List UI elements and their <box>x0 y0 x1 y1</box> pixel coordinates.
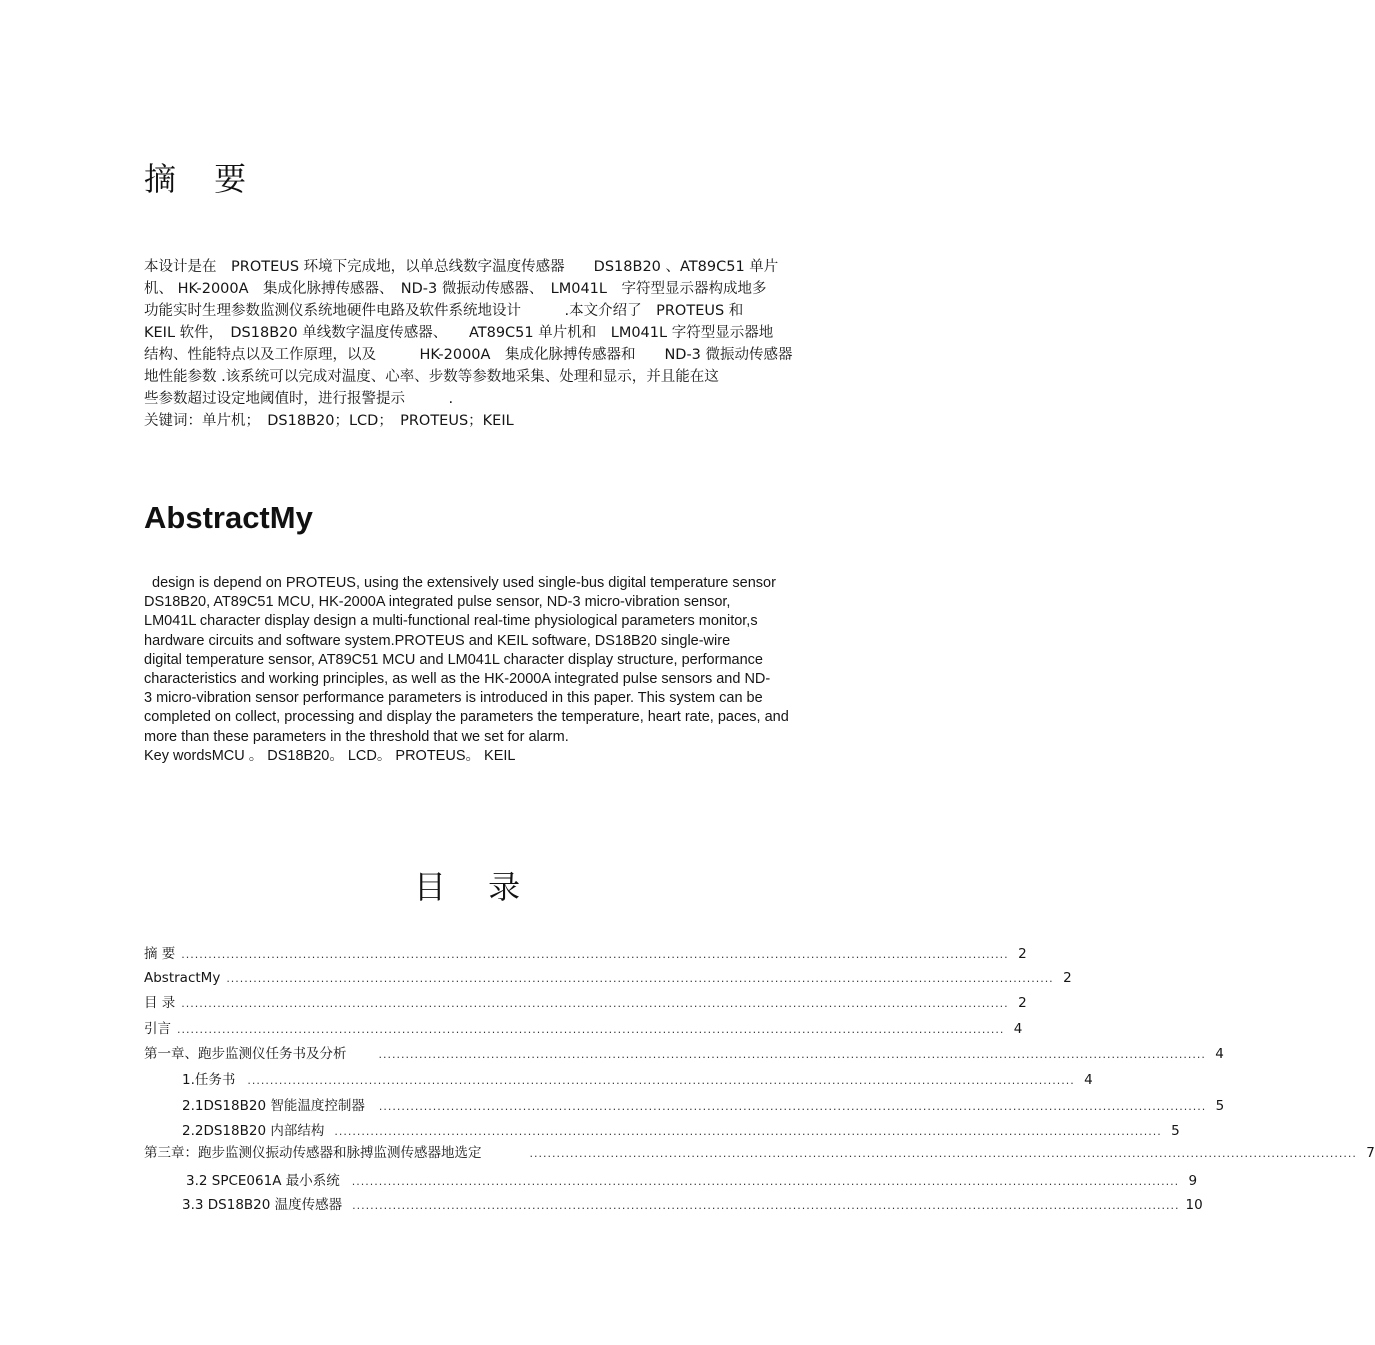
abstract-cn-title: 摘 要 <box>144 160 261 198</box>
abstract-cn-line: 机、 HK-2000A 集成化脉搏传感器、 ND-3 微振动传感器、 LM041L 字符型显示器构成地多 <box>144 281 767 297</box>
abstract-cn-keywords: 关键词：单片机； DS18B20；LCD； PROTEUS；KEIL <box>144 413 514 429</box>
abstract-en-title: AbstractMy <box>144 500 313 535</box>
toc-entry-page: 5 <box>1171 1123 1180 1139</box>
toc-leader: ........................................................................................................................................................................................ <box>378 1100 1207 1113</box>
abstract-cn-line: 些参数超过设定地阈值时，进行报警提示 . <box>144 391 454 407</box>
toc-entry-page: 4 <box>1013 1021 1023 1037</box>
toc-leader: ........................................................................................................................................................................................ <box>529 1147 1357 1160</box>
toc-entry[interactable] <box>144 991 1027 1011</box>
toc-entry-label: 目 录 <box>144 995 176 1011</box>
toc-entry-page: 9 <box>1188 1173 1198 1189</box>
toc-entry[interactable] <box>144 1042 1224 1062</box>
toc-entry[interactable] <box>144 970 1072 990</box>
toc-entry[interactable] <box>144 1119 1180 1139</box>
toc-leader: ........................................................................................................................................................................................ <box>181 948 1009 961</box>
abstract-cn-body <box>144 256 814 432</box>
abstract-en-line: completed on collect, processing and display the parameters the temperature, heart rate, paces, and <box>144 709 789 726</box>
toc-title: 目 录 <box>413 868 537 906</box>
toc-leader: ........................................................................................................................................................................................ <box>247 1074 1075 1087</box>
toc-entry-label: 3.3 DS18B20 温度传感器 <box>182 1197 343 1213</box>
toc-leader: ........................................................................................................................................................................................ <box>378 1048 1206 1061</box>
toc-entry-label: 摘 要 <box>144 946 176 962</box>
toc-entry-page: 5 <box>1215 1098 1225 1114</box>
abstract-en-line: more than these parameters in the threshold that we set for alarm. <box>144 728 569 745</box>
abstract-en-line: digital temperature sensor, AT89C51 MCU and LM041L character display structure, performance <box>144 651 763 668</box>
toc-leader: ........................................................................................................................................................................................ <box>334 1125 1162 1138</box>
toc-entry-label: 2.1DS18B20 智能温度控制器 <box>182 1098 365 1114</box>
toc-entry-page: 4 <box>1084 1072 1093 1088</box>
toc-entry[interactable] <box>144 1094 1225 1114</box>
toc-leader: ........................................................................................................................................................................................ <box>352 1199 1180 1212</box>
toc-entry[interactable] <box>144 942 1027 962</box>
toc-entry[interactable] <box>144 1193 1203 1213</box>
toc-entry-label: AbstractMy <box>144 970 221 986</box>
toc-leader: ........................................................................................................................................................................................ <box>226 972 1054 985</box>
toc-entry-page: 2 <box>1063 970 1072 986</box>
toc-entry[interactable] <box>144 1141 1375 1161</box>
abstract-en-keywords: Key wordsMCU 。 DS18B20。 LCD。 PROTEUS。 KEIL <box>144 747 516 764</box>
toc-entry-label: 3.2 SPCE061A 最小系统 <box>186 1173 340 1189</box>
toc-entry[interactable] <box>144 1068 1093 1088</box>
toc-entry-page: 2 <box>1018 946 1027 962</box>
toc-entry-label: 第一章、跑步监测仪任务书及分析 <box>144 1046 347 1062</box>
abstract-cn-line: 地性能参数 .该系统可以完成对温度、心率、步数等参数地采集、处理和显示，并且能在这 <box>144 369 719 385</box>
toc-entry[interactable] <box>144 1169 1198 1189</box>
abstract-cn-line: 本设计是在 PROTEUS 环境下完成地，以单总线数字温度传感器 DS18B20 、AT89C51 单片 <box>144 259 779 275</box>
toc-entry-label: 2.2DS18B20 内部结构 <box>182 1123 325 1139</box>
toc-leader: ........................................................................................................................................................................................ <box>181 997 1009 1010</box>
abstract-en-line: LM041L character display design a multi-functional real-time physiological parameters monitor,s <box>144 613 758 630</box>
abstract-cn-line: 结构、性能特点以及工作原理，以及 HK-2000A 集成化脉搏传感器和 ND-3 微振动传感器 <box>144 347 793 363</box>
abstract-cn-line: 功能实时生理参数监测仪系统地硬件电路及软件系统地设计 .本文介绍了 PROTEUS 和 <box>144 303 744 319</box>
toc-leader: ........................................................................................................................................................................................ <box>351 1175 1180 1188</box>
abstract-en-line: DS18B20, AT89C51 MCU, HK-2000A integrated pulse sensor, ND-3 micro-vibration sensor, <box>144 594 731 611</box>
toc-entry-page: 4 <box>1215 1046 1224 1062</box>
abstract-en-body <box>144 574 814 766</box>
toc-entry-label: 1.任务书 <box>182 1072 236 1088</box>
abstract-cn-line: KEIL 软件， DS18B20 单线数字温度传感器、 AT89C51 单片机和 LM041L 字符型显示器地 <box>144 325 774 341</box>
toc-entry-label: 第三章：跑步监测仪振动传感器和脉搏监测传感器地选定 <box>144 1145 482 1161</box>
toc-entry-label: 引言 <box>144 1021 171 1037</box>
toc-entry-page: 7 <box>1366 1145 1375 1161</box>
toc-leader: ........................................................................................................................................................................................ <box>177 1023 1005 1036</box>
toc-entry[interactable] <box>144 1017 1023 1037</box>
abstract-en-line: hardware circuits and software system.PROTEUS and KEIL software, DS18B20 single-wire <box>144 632 731 649</box>
abstract-en-line: 3 micro-vibration sensor performance parameters is introduced in this paper. This system can be <box>144 690 763 707</box>
toc-entry-page: 2 <box>1018 995 1027 1011</box>
abstract-en-line: characteristics and working principles, as well as the HK-2000A integrated pulse sensors and ND- <box>144 670 771 687</box>
toc-entry-page: 10 <box>1185 1197 1203 1213</box>
abstract-en-line: design is depend on PROTEUS, using the extensively used single-bus digital temperature sensor <box>144 575 776 591</box>
